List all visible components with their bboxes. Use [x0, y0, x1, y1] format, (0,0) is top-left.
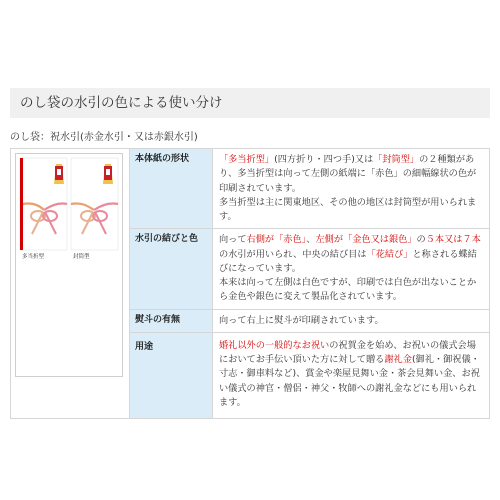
highlight-text: 「封筒型」 — [373, 154, 420, 165]
noshi-image-cell — [11, 149, 130, 419]
row-content-shape — [213, 149, 490, 229]
body-text: と称される蝶結びになっています。 — [219, 248, 477, 274]
body-text: (四方折り・四つ手)又は — [274, 154, 374, 165]
row-text-knot — [219, 233, 483, 276]
highlight-text: 「花結び」 — [366, 248, 413, 260]
row-content-knot — [213, 229, 490, 309]
row-head-noshi: 熨斗の有無 — [130, 309, 213, 332]
highlight-text: 左側が「金色又は銀色」 — [315, 234, 417, 246]
body-text: 、 — [306, 234, 316, 246]
row-head-shape: 本体紙の形状 — [130, 149, 213, 229]
row-text-shape — [219, 153, 483, 196]
row-text-usage — [219, 339, 483, 410]
noshi-table — [10, 148, 490, 419]
row-text-noshi — [219, 314, 483, 328]
page-title: のし袋の水引の色による使い分け — [10, 88, 490, 118]
body-text: の２種類があり、多当折型は向って左側の紙端に「赤色」の細幅線状の色が印刷されています。 — [219, 154, 477, 194]
noshi-envelope-image — [15, 153, 123, 377]
body-text: 向って — [219, 234, 247, 246]
body-text: の祝賀金を始め、お祝いの儀式会場においてお手伝い頂いた方に対して贈る — [219, 339, 476, 365]
highlight-text: 婚礼以外の一般的なお祝い — [219, 339, 330, 351]
caption-tatouori: 多当折型 — [22, 254, 45, 260]
body-text: の — [416, 234, 426, 246]
noshi-envelopes-illustration — [16, 154, 122, 376]
row-head-usage: 用途 — [130, 332, 213, 418]
body-text: の水引が用いられ、中央の結び目は — [219, 248, 367, 260]
page-subtitle: のし袋：祝水引(赤金水引・又は赤銀水引) — [10, 132, 198, 143]
body-text: (御礼・御祝儀・寸志・御車料など)、賞金や楽屋見舞い金・茶会見舞い金、お祝い儀式の神官・僧侶・神父・牧師への謝礼金などにも用いられます。 — [219, 354, 480, 408]
body-text: 向って右上に熨斗が印刷されています。 — [219, 314, 384, 326]
highlight-text: ５本又は７本 — [425, 234, 481, 246]
row-content-usage — [213, 332, 490, 418]
row-note-shape: 多当折型は主に関東地区、その他の地区は封筒型が用いられます。 — [219, 196, 477, 222]
highlight-text: 謝礼金 — [384, 354, 412, 365]
table-row — [11, 149, 490, 229]
row-note-knot: 本来は向って左側は白色ですが、印刷では白色が出ないことから金色や銀色に変えて製品化されています。 — [219, 277, 477, 303]
row-head-knot: 水引の結びと色 — [130, 229, 213, 309]
highlight-text: 右側が「赤色」 — [246, 234, 307, 246]
caption-futou: 封筒型 — [73, 254, 90, 260]
highlight-text: 「多当折型」 — [219, 154, 275, 165]
row-content-noshi — [213, 309, 490, 332]
